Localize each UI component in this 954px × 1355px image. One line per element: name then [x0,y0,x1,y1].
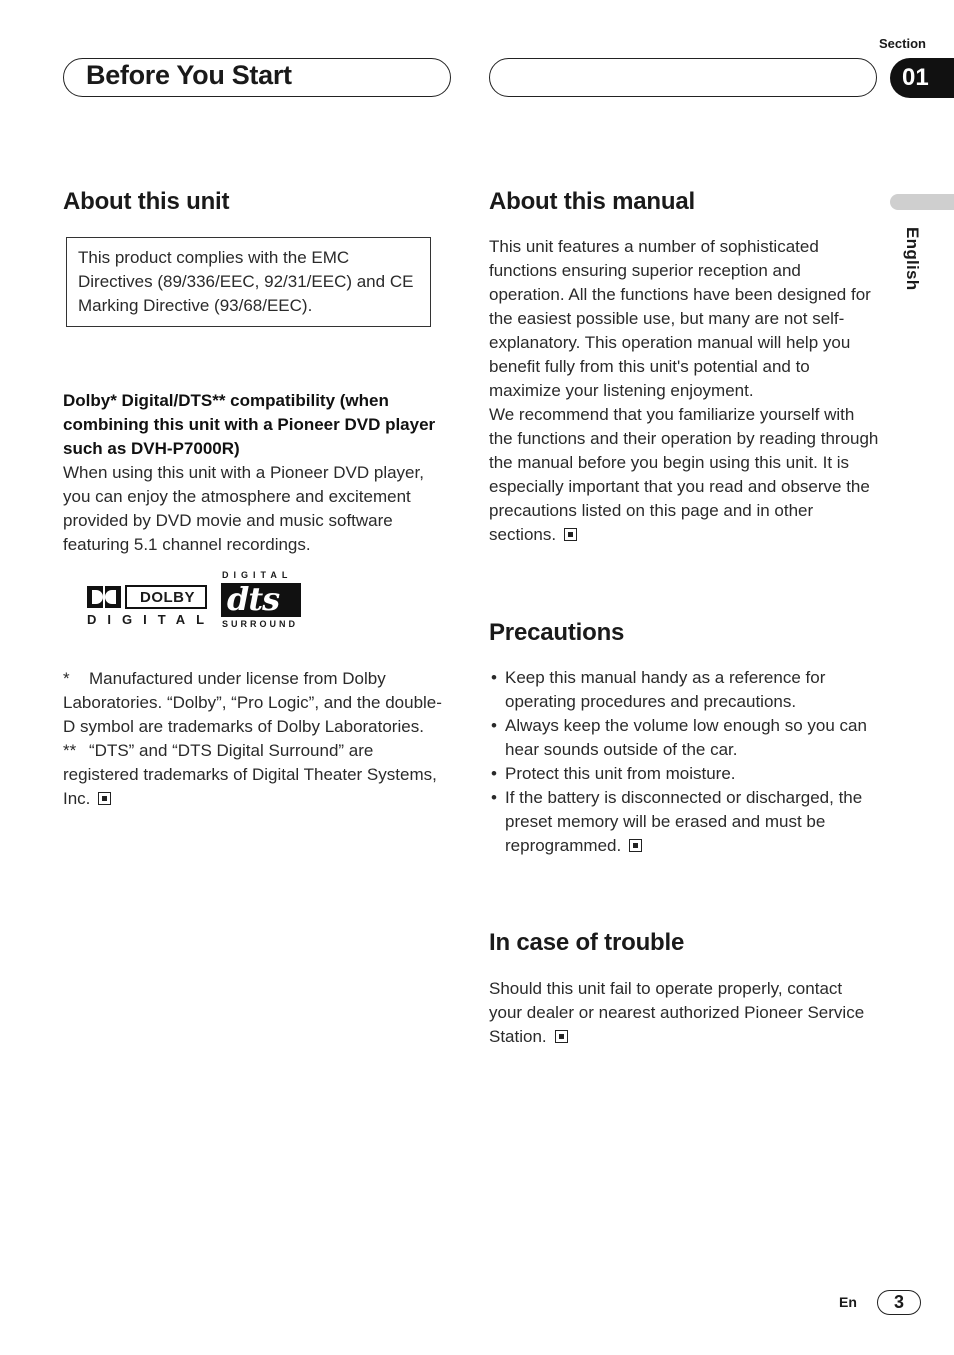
dolby-word: DOLBY [140,589,195,606]
end-mark-icon [98,792,111,805]
about-manual-body [489,235,879,547]
about-manual-p1: This unit features a number of sophisticated functions ensuring superior reception and operation. All the functions have been designed for the easiest possible use, but many are not self-explanatory. This operation manual will help you benefit fully from this unit's potential and to maximize your listening enjoyment. [489,237,871,400]
footnote-dts-text: “DTS” and “DTS Digital Surround” are registered trademarks of Digital Theater Systems, Inc. [63,741,437,808]
emc-notice-text: This product complies with the EMC Directives (89/336/EEC, 92/31/EEC) and CE Marking Directive (93/68/EEC). [78,248,414,315]
end-mark-icon [555,1030,568,1043]
page-title: Before You Start [86,60,292,90]
precautions-list-wrap [489,666,881,858]
compat-body: When using this unit with a Pioneer DVD player, you can enjoy the atmosphere and excitement provided by DVD movie and music software featuring 5.1 channel recordings. [63,463,424,554]
end-mark-icon [629,839,642,852]
language-tab [890,194,954,210]
list-item: • Keep this manual handy as a reference for operating procedures and precautions. [489,666,881,714]
footnote-marker: ** [63,741,77,760]
list-item: • Always keep the volume low enough so you can hear sounds outside of the car. [489,714,881,762]
about-unit-heading: About this unit [63,188,230,215]
footnote-dts [63,739,448,811]
trouble-heading: In case of trouble [489,929,685,956]
blank-header-frame [489,58,877,97]
list-item: • Protect this unit from moisture. [489,762,881,786]
footer-lang-code: En [839,1294,857,1310]
footnote-dolby-text: Manufactured under license from Dolby Laboratories. “Dolby”, “Pro Logic”, and the double-D symbol are trademarks of Dolby Laboratories. [63,669,442,736]
section-number-tab: 01 [890,58,954,98]
page-number: 3 [877,1290,921,1315]
footnote-dolby [63,667,448,739]
about-manual-heading: About this manual [489,188,695,215]
section-label: Section [879,36,926,51]
precautions-list [489,666,881,858]
end-mark-icon [564,528,577,541]
dts-top: DIGITAL [222,570,293,580]
compat-section [63,389,448,557]
emc-notice-box [66,237,431,327]
dts-logo [221,570,307,630]
footnotes [63,667,448,811]
list-item: • If the battery is disconnected or discharged, the preset memory will be erased and must be reprogrammed. [489,786,881,858]
compat-heading: Dolby* Digital/DTS** compatibility (when combining this unit with a Pioneer DVD player such as DVH-P7000R) [63,391,436,458]
dolby-sub: DIGITAL [87,612,216,627]
dts-sub: SURROUND [222,619,299,629]
language-label: English [903,227,922,291]
trouble-body: Should this unit fail to operate properly, contact your dealer or nearest authorized Pioneer Service Station. [489,979,865,1046]
precautions-heading: Precautions [489,619,625,646]
about-manual-p2: We recommend that you familiarize yourself with the functions and their operation by reading through the manual before you begin using this unit. It is especially important that you read and observe the precautions listed on this page and in other sections. [489,405,879,544]
footnote-marker: * [63,669,70,688]
dts-word: dts [227,580,280,618]
dolby-digital-logo [86,584,216,630]
